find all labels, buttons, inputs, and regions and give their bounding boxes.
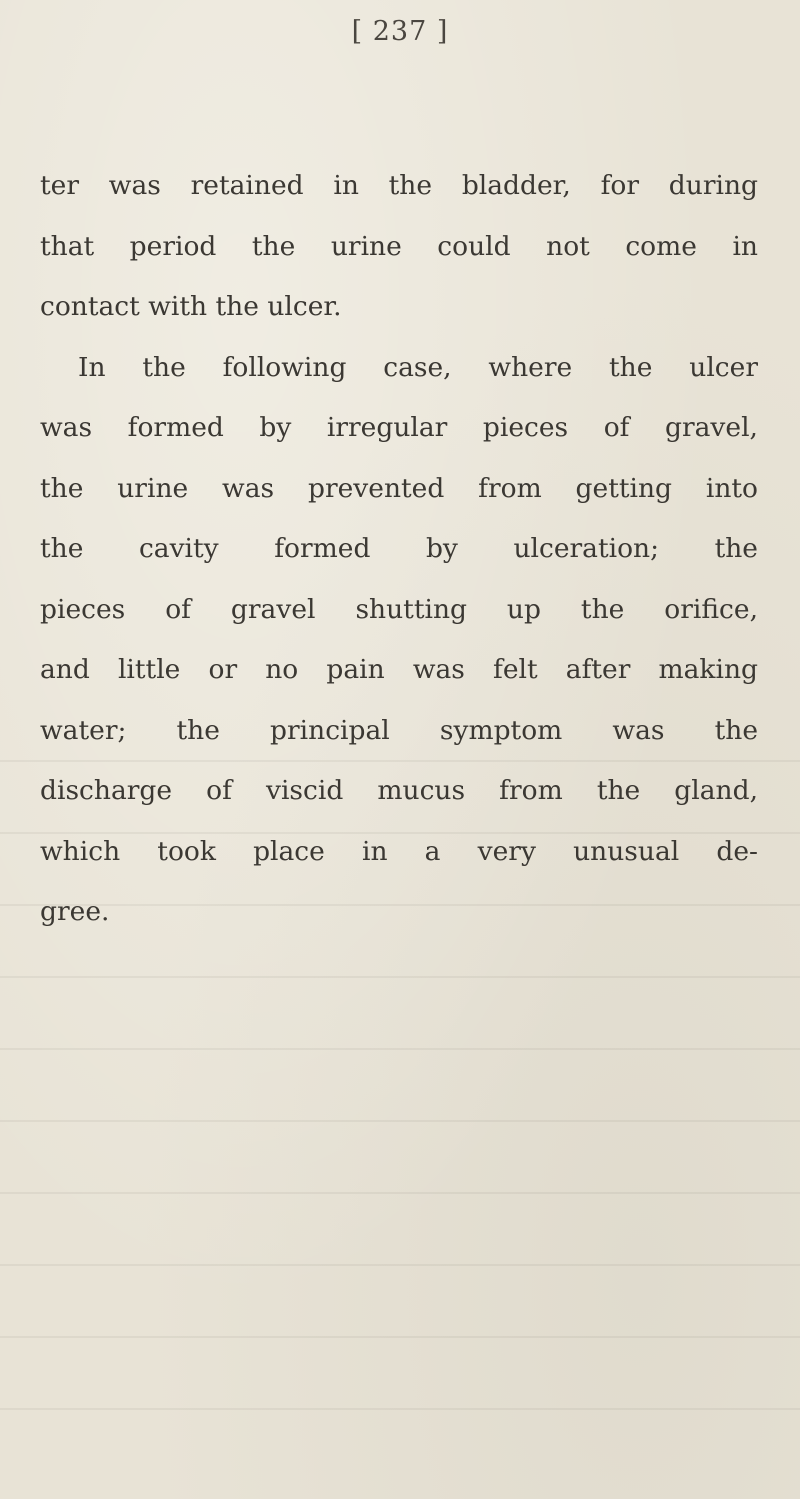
text-line: that period the urine could not come in <box>40 230 758 262</box>
text-line: pieces of gravel shutting up the orifice, <box>40 593 758 625</box>
text-line: ter was retained in the bladder, for during <box>40 170 758 201</box>
text-line: In the following case, where the ulcer <box>78 351 758 383</box>
text-line: gree. <box>40 896 110 927</box>
text-line: the cavity formed by ulceration; the <box>40 533 758 564</box>
text-line: was formed by irregular pieces of gravel, <box>40 412 758 443</box>
text-line: and little or no pain was felt after making <box>40 654 758 685</box>
body-text <box>40 156 758 943</box>
text-line: contact with the ulcer. <box>40 291 342 322</box>
text-line: the urine was prevented from getting into <box>40 472 758 504</box>
text-line: discharge of viscid mucus from the gland, <box>40 775 758 806</box>
page-number: [ 237 ] <box>351 16 449 47</box>
text-line: which took place in a very unusual de- <box>40 835 758 867</box>
text-line: water; the principal symptom was the <box>40 714 758 746</box>
